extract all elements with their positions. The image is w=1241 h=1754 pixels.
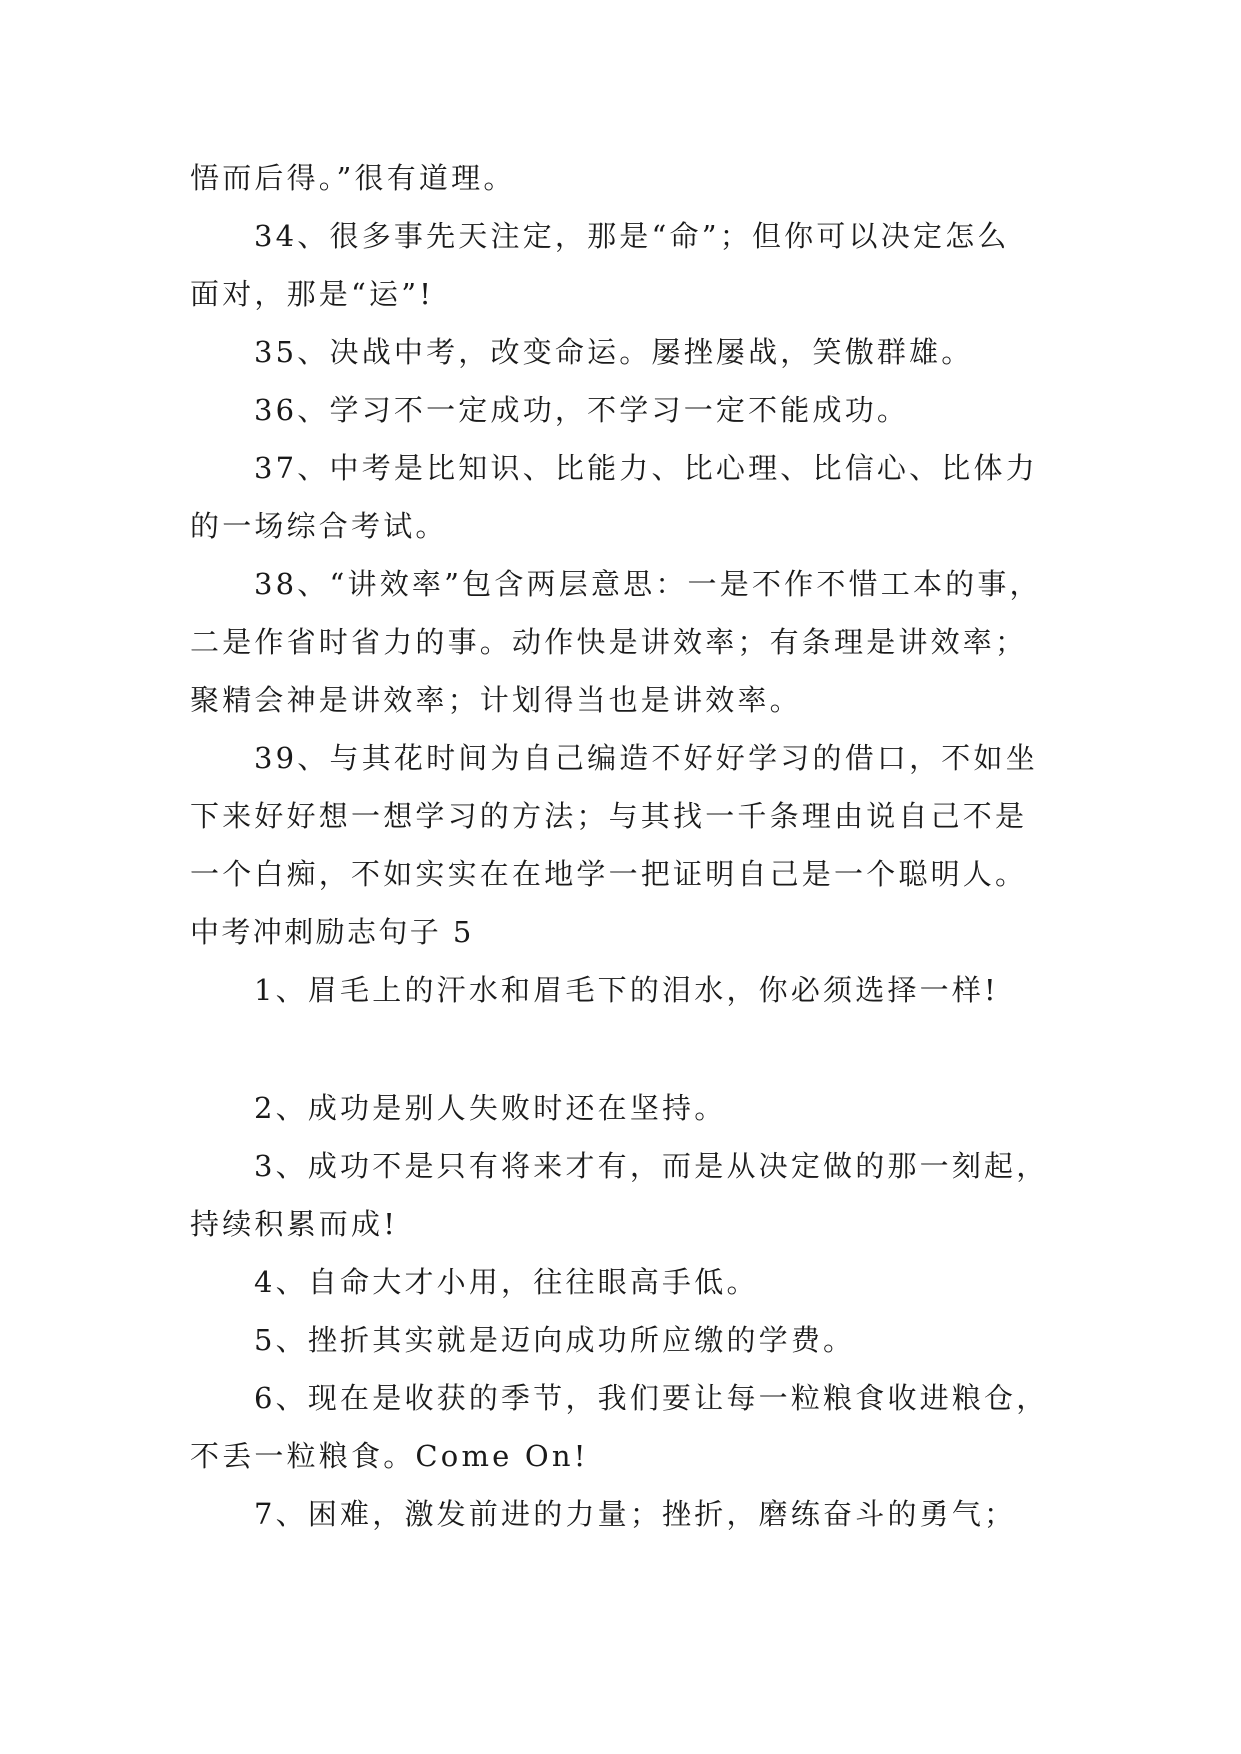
- text-line: 聚精会神是讲效率；计划得当也是讲效率。: [190, 683, 802, 717]
- text-line: 36、学习不一定成功，不学习一定不能成功。: [254, 393, 910, 427]
- text-line: 一个白痴，不如实实在在地学一把证明自己是一个聪明人。: [190, 857, 1028, 891]
- text-line: 1、眉毛上的汗水和眉毛下的泪水，你必须选择一样!: [254, 973, 999, 1007]
- text-line: 35、决战中考，改变命运。屡挫屡战，笑傲群雄。: [254, 335, 974, 369]
- text-line: 面对，那是“运”!: [190, 277, 435, 311]
- section-heading: 中考冲刺励志句子 5: [190, 915, 474, 949]
- text-line: 4、自命大才小用，往往眼高手低。: [254, 1265, 759, 1299]
- text-line: 5、挫折其实就是迈向成功所应缴的学费。: [254, 1323, 856, 1357]
- text-line: 2、成功是别人失败时还在坚持。: [254, 1091, 727, 1125]
- text-line: 34、很多事先天注定，那是“命”；但你可以决定怎么: [254, 219, 1010, 253]
- text-line: 的一场综合考试。: [190, 509, 448, 543]
- text-line: 悟而后得。”很有道理。: [190, 161, 516, 195]
- text-line: 持续积累而成!: [190, 1207, 399, 1241]
- text-line: 6、现在是收获的季节，我们要让每一粒粮食收进粮仓，: [254, 1381, 1049, 1415]
- text-line: 二是作省时省力的事。动作快是讲效率；有条理是讲效率；: [190, 625, 1028, 659]
- text-line: 不丢一粒粮食。Come On!: [190, 1439, 589, 1473]
- text-line: 3、成功不是只有将来才有，而是从决定做的那一刻起，: [254, 1149, 1049, 1183]
- text-line: 下来好好想一想学习的方法；与其找一千条理由说自己不是: [190, 799, 1028, 833]
- text-line: 37、中考是比知识、比能力、比心理、比信心、比体力: [254, 451, 1038, 485]
- text-line: 39、与其花时间为自己编造不好好学习的借口，不如坐: [254, 741, 1038, 775]
- text-line: 7、困难，激发前进的力量；挫折，磨练奋斗的勇气；: [254, 1497, 1017, 1531]
- text-line: 38、“讲效率”包含两层意思：一是不作不惜工本的事，: [254, 567, 1042, 601]
